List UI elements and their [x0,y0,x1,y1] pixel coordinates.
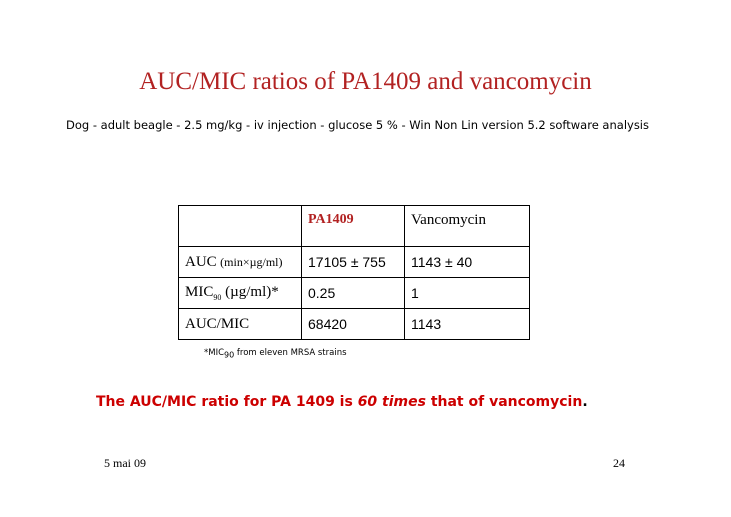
header-cell-pa1409: PA1409 [302,206,405,247]
auc-mic-table [178,205,530,340]
auc-label: AUC [185,253,217,270]
cell-aucmic-pa1409: 68420 [302,309,405,340]
slide-subtitle: Dog - adult beagle - 2.5 mg/kg - iv injection - glucose 5 % - Win Non Lin version 5.2 software analysis [66,118,649,132]
footnote-suffix: from eleven MRSA strains [234,348,347,358]
table-row [179,309,530,340]
conclusion-part2: that of vancomycin [425,394,583,410]
row-label-mic [179,278,302,309]
conclusion-part1: The AUC/MIC ratio for PA 1409 is [96,394,358,410]
cell-auc-pa1409: 17105 ± 755 [302,247,405,278]
table-row [179,278,530,309]
row-label-auc [179,247,302,278]
conclusion-statement [96,394,588,410]
cell-mic-pa1409: 0.25 [302,278,405,309]
footnote-subscript: 90 [224,350,235,360]
slide-title: AUC/MIC ratios of PA1409 and vancomycin [139,68,592,95]
mic-subscript: 90 [213,293,222,302]
footnote-prefix: *MIC [204,348,225,358]
conclusion-period: . [582,394,588,410]
cell-auc-vancomycin: 1143 ± 40 [405,247,530,278]
mic-unit: (µg/ml)* [225,284,279,300]
footer-date: 5 mai 09 [104,456,146,470]
conclusion-emphasis: 60 times [357,394,426,410]
table-header-row [179,206,530,247]
cell-aucmic-vancomycin: 1143 [405,309,530,340]
table-row [179,247,530,278]
header-cell-empty [179,206,302,247]
auc-unit: (min×µg/ml) [220,254,283,269]
table-footnote [204,348,347,360]
row-label-auc-mic: AUC/MIC [179,309,302,340]
cell-mic-vancomycin: 1 [405,278,530,309]
mic-label: MIC [185,284,214,300]
header-cell-vancomycin: Vancomycin [405,206,530,247]
page-number: 24 [613,456,625,470]
